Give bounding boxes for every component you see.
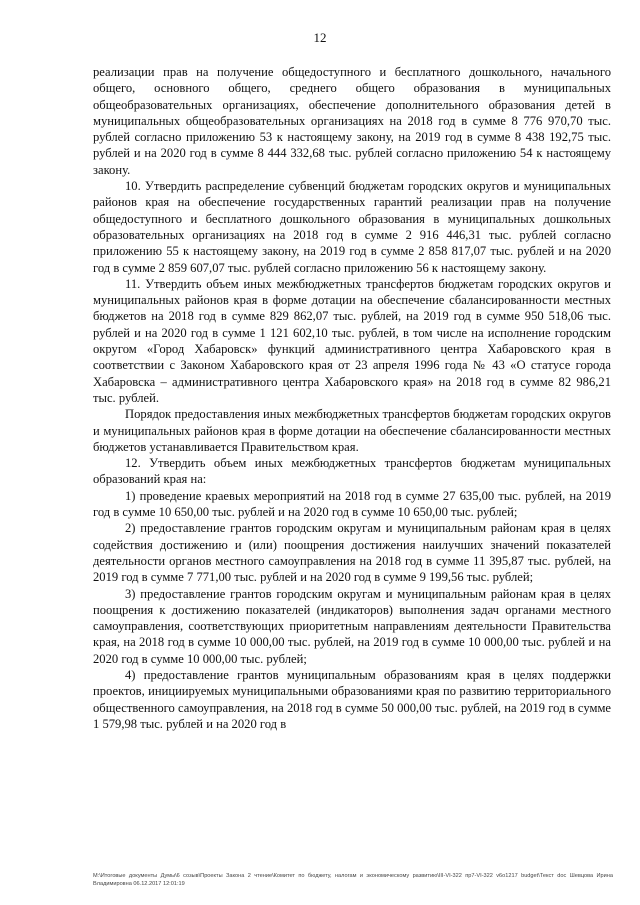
page-number: 12	[313, 30, 327, 45]
paragraph-order: Порядок предоставления иных межбюджетных трансфертов бюджетам городских округов и муниципальных районов края в форме дотации на обеспечение сбалансированности местных бюджетов устанавливается Правительством края.	[93, 407, 611, 454]
paragraph-12: 12. Утвердить объем иных межбюджетных трансфертов бюджетам муниципальных образований края на:	[93, 456, 611, 487]
paragraph-10: 10. Утвердить распределение субвенций бюджетам городских округов и муниципальных районов края на обеспечение государственных гарантий реализации прав на получение общедоступного и бесплатного дошкольного образования в муниципальных дошкольных образовательных организациях на 2018 год в сумме 2 916 446,31 тыс. рублей согласно приложению 55 к настоящему закону, на 2019 год в сумме 2 858 817,07 тыс. рублей и на 2020 год в сумме 2 859 607,07 тыс. рублей согласно приложению 56 к настоящему закону.	[93, 179, 611, 275]
paragraph-1: реализации прав на получение общедоступного и бесплатного дошкольного, начального общего, основного общего, среднего общего образования в муниципальных общеобразовательных организациях, обеспечение дополнительного образования детей в муниципальных общеобразовательных организациях на 2018 год в сумме 8 776 970,70 тыс. рублей согласно приложению 53 к настоящему закону, на 2019 год в сумме 8 438 192,75 тыс. рублей и на 2020 год в сумме 8 444 332,68 тыс. рублей согласно приложению 54 к настоящему закону.	[93, 65, 611, 177]
list-item-3: 3) предоставление грантов городским округам и муниципальным районам края в целях поощрения к достижению показателей (индикаторов) выполнения задач органами местного самоуправления, соответствующих приоритетным направлениям деятельности Правительства края, на 2018 год в сумме 10 000,00 тыс. рублей, на 2019 год в сумме 10 000,00 тыс. рублей и на 2020 год в сумме 10 000,00 тыс. рублей;	[93, 586, 611, 666]
file-path-footer: М:\Итоговые документы Думы\6 созыв\Проекты Закона 2 чтение\Комитет по бюджету, налогам и экономическому развитию\III-VI-322 пр7-VI-322 v6o1217 budget\Текст doc Шевцова Ирина Владимировна 06.12.2017 12:01:19	[93, 873, 613, 887]
paragraph-11: 11. Утвердить объем иных межбюджетных трансфертов бюджетам городских округов и муниципальных районов края в форме дотации на обеспечение сбалансированности местных бюджетов на 2018 год в сумме 829 862,07 тыс. рублей, на 2019 год в сумме 950 518,06 тыс. рублей и на 2020 год в сумме 1 121 602,10 тыс. рублей, в том числе на исполнение городским округом «Город Хабаровск» функций административного центра Хабаровского края в соответствии с Законом Хабаровского края от 23 апреля 1996 года № 43 «О статусе города Хабаровска – административного центра Хабаровского края» на 2018 год в сумме 82 986,21 тыс. рублей.	[93, 276, 611, 405]
document-body	[93, 64, 611, 732]
list-item-4: 4) предоставление грантов муниципальным образованиям края в целях поддержки проектов, инициируемых муниципальными образованиями края по развитию территориального общественного самоуправления, на 2018 год в сумме 50 000,00 тыс. рублей, на 2019 год в сумме 1 579,98 тыс. рублей и на 2020 год в	[93, 667, 611, 731]
list-item-1: 1) проведение краевых мероприятий на 2018 год в сумме 27 635,00 тыс. рублей, на 2019 год в сумме 10 650,00 тыс. рублей и на 2020 год в сумме 10 650,00 тыс. рублей;	[93, 488, 611, 520]
list-item-2: 2) предоставление грантов городским округам и муниципальным районам края в целях содействия достижению и (или) поощрения достижения наилучших значений показателей деятельности органов местного самоуправления на 2018 год в сумме 11 395,87 тыс. рублей, на 2019 год в сумме 7 771,00 тыс. рублей и на 2020 год в сумме 9 199,56 тыс. рублей;	[93, 521, 611, 585]
